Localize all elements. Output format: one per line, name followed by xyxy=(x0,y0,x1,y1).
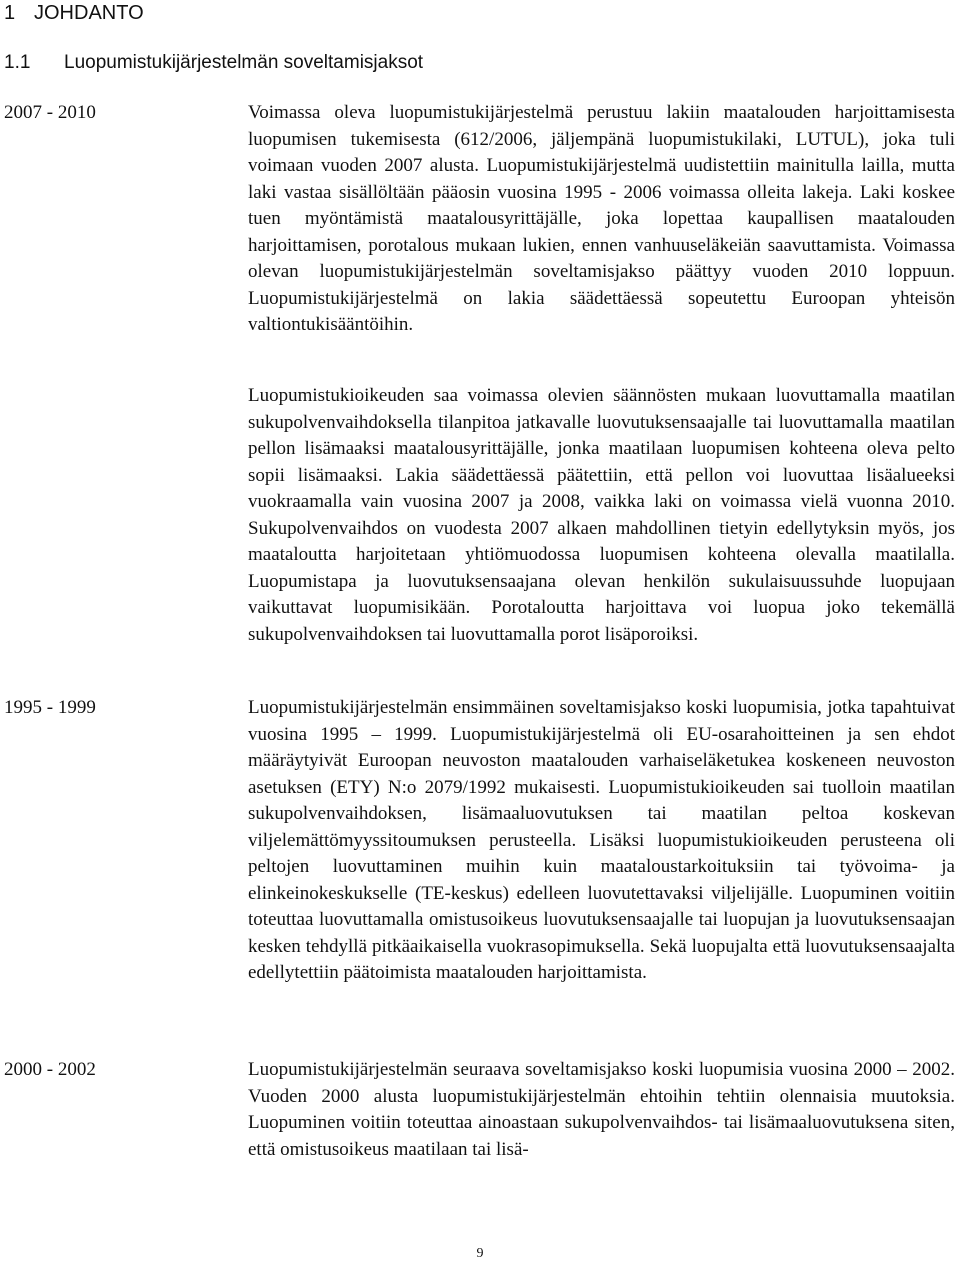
paragraph: Voimassa oleva luopumistukijärjestelmä perustuu lakiin maatalouden harjoittamisesta luopumisen tukemisesta (612/2006, jäljempänä luopumistukilaki, LUTUL), joka tuli voimaan vuoden 2007 alusta. Luopumistukijärjestelmä uudistettiin mainitulla lailla, mutta laki vastaa sisällöltään pääosin vuosina 1995 - 2006 voimassa olleita lakeja. Laki koskee tuen myöntämistä maatalousyrittäjälle, joka lopettaa kaupallisen maatalouden harjoittamisen, porotalous mukaan lukien, ennen vanhuuseläkeiän saavuttamista. Voimassa olevan luopumistukijärjestelmän soveltamisjakso päättyy vuoden 2010 loppuun. Luopumistukijärjestelmä on lakia säädettäessä sopeutettu Euroopan yhteisön valtiontukisääntöihin. xyxy=(248,102,955,335)
period-label: 2000 - 2002 xyxy=(4,1059,96,1080)
paragraph: Luopumistukijärjestelmän ensimmäinen soveltamisjakso koski luopumisia, jotka tapahtuivat vuosina 1995 – 1999. Luopumistukijärjestelmä oli EU-osarahoitteinen ja sen ehdot määräytyivät Euroopan neuvoston maatalouden varhaiseläketukea koskeneen neuvoston asetuksen (ETY) N:o 2079/1992 mukaisesti. Luopumistukioikeuden sai tuolloin maatilan sukupolvenvaihdoksen, lisämaaluovutuksen tai maatilan peltoa koskevan viljelemättömyyssitoumuksen perusteella. Lisäksi luopumistukioikeuden perusteena oli peltojen luovuttaminen muihin kuin maataloustarkoituksiin tai työvoima- ja elinkeinokeskukselle (TE-keskus) edelleen luovutettavaksi viljelijälle. Luopuminen voitiin toteuttaa luovuttamalla omistusoikeus luovutuksensaajalle tai luopujan ja luovutuksensaajan kesken tehdyllä pitkäaikaisella vuokrasopimuksella. Sekä luopujalta että luovutuksensaajalta edellytettiin päätoimista maatalouden harjoittamista. xyxy=(248,697,955,983)
period-label: 2007 - 2010 xyxy=(4,102,96,123)
chapter-title: JOHDANTO xyxy=(34,2,144,24)
chapter-number: 1 xyxy=(4,2,16,24)
section-title: Luopumistukijärjestelmän soveltamisjaksot xyxy=(64,52,424,73)
period-label: 1995 - 1999 xyxy=(4,697,96,718)
section-number: 1.1 xyxy=(4,52,31,73)
page-number: 9 xyxy=(476,1246,484,1261)
paragraph: Luopumistukijärjestelmän seuraava soveltamisjakso koski luopumisia vuosina 2000 – 2002. Vuoden 2000 alusta luopumistukijärjestelmän ehtoihin tehtiin olennaisia muutoksia. Luopuminen voitiin toteuttaa ainoastaan sukupolvenvaihdos- tai lisämaaluovutuksena siten, että omistusoikeus maatilaan tai lisä- xyxy=(248,1059,955,1160)
chapter-heading xyxy=(4,0,144,26)
section-heading xyxy=(4,50,423,76)
paragraph: Luopumistukioikeuden saa voimassa olevien säännösten mukaan luovuttamalla maatilan sukupolvenvaihdoksella tilanpitoa jatkavalle luovutuksensaajalle tai luovuttamalla maatilan pellon lisämaaksi maatalousyrittäjälle, jonka maatilaan luopumisen kohteena oleva pelto sopii lisämaaksi. Lakia säädettäessä päätettiin, että pellon voi luovuttaa lisäalueeksi vuokraamalla vain vuosina 2007 ja 2008, vaikka laki on voimassa vielä vuonna 2010. Sukupolvenvaihdos on vuodesta 2007 alkaen mahdollinen tietyin edellytyksin myös, jos maataloutta harjoitetaan yhtiömuodossa luopumisen kohteena olevalla maatilalla. Luopumistapa ja luovutuksensaajana olevan henkilön sukulaisuussuhde luopujaan vaikuttavat luopumisikään. Porotaloutta harjoittava voi luopua joko tekemällä sukupolvenvaihdoksen tai luovuttamalla porot lisäporoiksi. xyxy=(248,385,955,645)
